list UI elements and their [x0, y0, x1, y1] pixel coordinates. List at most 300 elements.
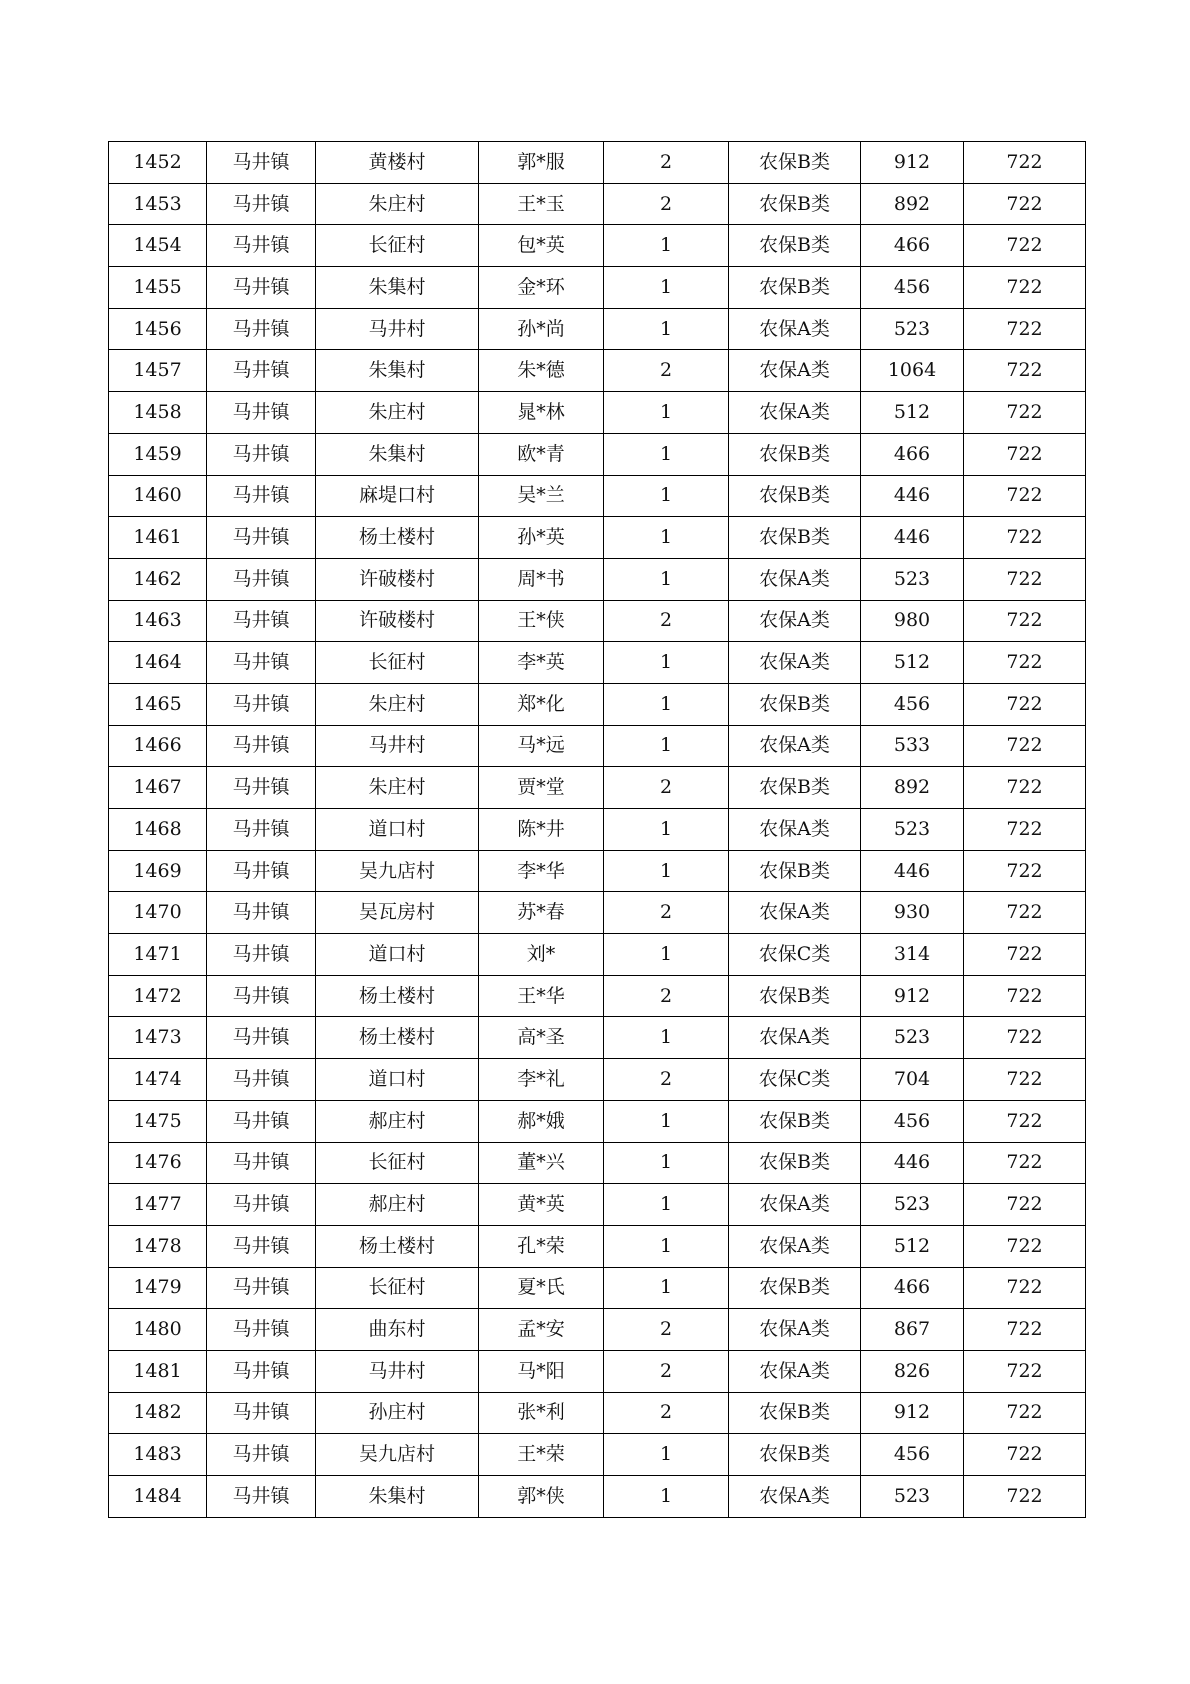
cell-amount: 980: [861, 600, 964, 642]
cell-town: 马井镇: [207, 558, 316, 600]
cell-amount: 523: [861, 1017, 964, 1059]
cell-name: 马*阳: [479, 1350, 604, 1392]
cell-amount: 523: [861, 809, 964, 851]
cell-standard: 722: [964, 183, 1086, 225]
cell-standard: 722: [964, 433, 1086, 475]
cell-village: 许破楼村: [316, 600, 479, 642]
cell-name: 董*兴: [479, 1142, 604, 1184]
cell-town: 马井镇: [207, 225, 316, 267]
cell-household-size: 1: [604, 308, 729, 350]
cell-serial-number: 1484: [109, 1476, 207, 1518]
table-row: [109, 1142, 1086, 1184]
cell-village: 马井村: [316, 308, 479, 350]
cell-amount: 704: [861, 1059, 964, 1101]
cell-household-size: 1: [604, 558, 729, 600]
cell-category: 农保A类: [729, 1225, 861, 1267]
cell-category: 农保B类: [729, 142, 861, 184]
cell-village: 朱集村: [316, 350, 479, 392]
cell-amount: 446: [861, 1142, 964, 1184]
cell-serial-number: 1453: [109, 183, 207, 225]
cell-village: 孙庄村: [316, 1392, 479, 1434]
cell-category: 农保B类: [729, 1267, 861, 1309]
cell-amount: 523: [861, 308, 964, 350]
cell-standard: 722: [964, 809, 1086, 851]
cell-village: 杨土楼村: [316, 1017, 479, 1059]
table-row: [109, 934, 1086, 976]
cell-category: 农保A类: [729, 892, 861, 934]
cell-name: 郑*化: [479, 683, 604, 725]
cell-category: 农保C类: [729, 1059, 861, 1101]
cell-name: 孙*尚: [479, 308, 604, 350]
cell-household-size: 1: [604, 225, 729, 267]
cell-household-size: 2: [604, 142, 729, 184]
cell-town: 马井镇: [207, 392, 316, 434]
cell-village: 长征村: [316, 225, 479, 267]
cell-standard: 722: [964, 1100, 1086, 1142]
cell-amount: 892: [861, 767, 964, 809]
table-row: [109, 225, 1086, 267]
cell-amount: 466: [861, 433, 964, 475]
cell-standard: 722: [964, 1392, 1086, 1434]
cell-village: 马井村: [316, 1350, 479, 1392]
table-row: [109, 1059, 1086, 1101]
cell-serial-number: 1474: [109, 1059, 207, 1101]
cell-category: 农保A类: [729, 1350, 861, 1392]
table-row: [109, 767, 1086, 809]
cell-household-size: 1: [604, 809, 729, 851]
cell-village: 朱庄村: [316, 392, 479, 434]
cell-village: 朱集村: [316, 267, 479, 309]
cell-amount: 892: [861, 183, 964, 225]
table-body: [109, 142, 1086, 1518]
cell-category: 农保B类: [729, 433, 861, 475]
cell-household-size: 2: [604, 183, 729, 225]
cell-serial-number: 1456: [109, 308, 207, 350]
cell-town: 马井镇: [207, 975, 316, 1017]
cell-serial-number: 1481: [109, 1350, 207, 1392]
cell-category: 农保B类: [729, 267, 861, 309]
cell-category: 农保A类: [729, 308, 861, 350]
cell-household-size: 1: [604, 1184, 729, 1226]
cell-category: 农保B类: [729, 1392, 861, 1434]
cell-village: 道口村: [316, 934, 479, 976]
cell-serial-number: 1480: [109, 1309, 207, 1351]
cell-category: 农保C类: [729, 934, 861, 976]
cell-name: 孟*安: [479, 1309, 604, 1351]
cell-household-size: 1: [604, 392, 729, 434]
cell-standard: 722: [964, 1059, 1086, 1101]
cell-category: 农保A类: [729, 1017, 861, 1059]
cell-serial-number: 1464: [109, 642, 207, 684]
table-row: [109, 683, 1086, 725]
cell-category: 农保B类: [729, 683, 861, 725]
cell-category: 农保B类: [729, 517, 861, 559]
cell-standard: 722: [964, 725, 1086, 767]
table-row: [109, 600, 1086, 642]
data-table: [108, 141, 1086, 1518]
cell-household-size: 1: [604, 1142, 729, 1184]
cell-serial-number: 1470: [109, 892, 207, 934]
cell-amount: 466: [861, 1267, 964, 1309]
cell-amount: 533: [861, 725, 964, 767]
cell-name: 欧*青: [479, 433, 604, 475]
cell-village: 长征村: [316, 1267, 479, 1309]
cell-amount: 456: [861, 683, 964, 725]
cell-village: 杨土楼村: [316, 975, 479, 1017]
table-row: [109, 558, 1086, 600]
cell-name: 郭*侠: [479, 1476, 604, 1518]
table-row: [109, 1017, 1086, 1059]
cell-village: 麻堤口村: [316, 475, 479, 517]
cell-serial-number: 1482: [109, 1392, 207, 1434]
cell-standard: 722: [964, 1225, 1086, 1267]
cell-category: 农保A类: [729, 350, 861, 392]
cell-standard: 722: [964, 1142, 1086, 1184]
cell-serial-number: 1478: [109, 1225, 207, 1267]
cell-town: 马井镇: [207, 350, 316, 392]
cell-serial-number: 1462: [109, 558, 207, 600]
cell-village: 朱集村: [316, 433, 479, 475]
cell-category: 农保A类: [729, 1476, 861, 1518]
table-row: [109, 433, 1086, 475]
cell-category: 农保A类: [729, 809, 861, 851]
cell-category: 农保B类: [729, 975, 861, 1017]
cell-amount: 456: [861, 1100, 964, 1142]
cell-town: 马井镇: [207, 642, 316, 684]
cell-household-size: 1: [604, 1225, 729, 1267]
cell-name: 王*玉: [479, 183, 604, 225]
table-row: [109, 1392, 1086, 1434]
cell-village: 道口村: [316, 809, 479, 851]
cell-serial-number: 1471: [109, 934, 207, 976]
cell-amount: 446: [861, 475, 964, 517]
cell-serial-number: 1468: [109, 809, 207, 851]
cell-standard: 722: [964, 975, 1086, 1017]
cell-household-size: 1: [604, 1017, 729, 1059]
cell-amount: 523: [861, 1476, 964, 1518]
cell-household-size: 2: [604, 975, 729, 1017]
table-row: [109, 308, 1086, 350]
cell-amount: 930: [861, 892, 964, 934]
cell-standard: 722: [964, 1184, 1086, 1226]
cell-household-size: 1: [604, 850, 729, 892]
cell-amount: 523: [861, 1184, 964, 1226]
cell-serial-number: 1469: [109, 850, 207, 892]
cell-town: 马井镇: [207, 600, 316, 642]
cell-village: 道口村: [316, 1059, 479, 1101]
cell-village: 郝庄村: [316, 1100, 479, 1142]
cell-name: 李*华: [479, 850, 604, 892]
cell-standard: 722: [964, 642, 1086, 684]
cell-village: 朱庄村: [316, 767, 479, 809]
cell-village: 郝庄村: [316, 1184, 479, 1226]
cell-village: 朱集村: [316, 1476, 479, 1518]
table-row: [109, 1267, 1086, 1309]
cell-standard: 722: [964, 1267, 1086, 1309]
cell-village: 马井村: [316, 725, 479, 767]
cell-town: 马井镇: [207, 1100, 316, 1142]
cell-name: 吴*兰: [479, 475, 604, 517]
cell-standard: 722: [964, 350, 1086, 392]
cell-standard: 722: [964, 850, 1086, 892]
cell-category: 农保A类: [729, 600, 861, 642]
cell-town: 马井镇: [207, 267, 316, 309]
cell-household-size: 1: [604, 642, 729, 684]
cell-serial-number: 1454: [109, 225, 207, 267]
table-row: [109, 475, 1086, 517]
cell-amount: 912: [861, 1392, 964, 1434]
table-row: [109, 392, 1086, 434]
cell-household-size: 2: [604, 600, 729, 642]
cell-village: 朱庄村: [316, 683, 479, 725]
cell-standard: 722: [964, 934, 1086, 976]
cell-village: 吴瓦房村: [316, 892, 479, 934]
cell-town: 马井镇: [207, 1059, 316, 1101]
cell-name: 孙*英: [479, 517, 604, 559]
cell-town: 马井镇: [207, 1225, 316, 1267]
cell-household-size: 1: [604, 725, 729, 767]
cell-standard: 722: [964, 308, 1086, 350]
cell-household-size: 1: [604, 934, 729, 976]
cell-name: 周*书: [479, 558, 604, 600]
cell-standard: 722: [964, 1017, 1086, 1059]
table-row: [109, 517, 1086, 559]
cell-town: 马井镇: [207, 767, 316, 809]
cell-standard: 722: [964, 558, 1086, 600]
cell-amount: 512: [861, 392, 964, 434]
table-row: [109, 892, 1086, 934]
data-table-container: [108, 141, 1086, 1518]
cell-town: 马井镇: [207, 1309, 316, 1351]
cell-village: 杨土楼村: [316, 517, 479, 559]
cell-serial-number: 1459: [109, 433, 207, 475]
cell-standard: 722: [964, 767, 1086, 809]
cell-standard: 722: [964, 892, 1086, 934]
cell-household-size: 2: [604, 350, 729, 392]
cell-village: 长征村: [316, 642, 479, 684]
cell-household-size: 2: [604, 767, 729, 809]
cell-serial-number: 1467: [109, 767, 207, 809]
table-row: [109, 183, 1086, 225]
cell-household-size: 2: [604, 1350, 729, 1392]
table-row: [109, 725, 1086, 767]
cell-name: 王*荣: [479, 1434, 604, 1476]
cell-name: 孔*荣: [479, 1225, 604, 1267]
cell-name: 李*礼: [479, 1059, 604, 1101]
cell-name: 李*英: [479, 642, 604, 684]
cell-town: 马井镇: [207, 850, 316, 892]
table-row: [109, 1225, 1086, 1267]
cell-serial-number: 1479: [109, 1267, 207, 1309]
cell-town: 马井镇: [207, 308, 316, 350]
cell-serial-number: 1461: [109, 517, 207, 559]
cell-category: 农保A类: [729, 558, 861, 600]
cell-village: 黄楼村: [316, 142, 479, 184]
cell-category: 农保B类: [729, 850, 861, 892]
cell-serial-number: 1457: [109, 350, 207, 392]
cell-serial-number: 1455: [109, 267, 207, 309]
cell-name: 高*圣: [479, 1017, 604, 1059]
cell-category: 农保B类: [729, 475, 861, 517]
cell-standard: 722: [964, 142, 1086, 184]
cell-amount: 456: [861, 267, 964, 309]
cell-category: 农保A类: [729, 725, 861, 767]
cell-town: 马井镇: [207, 892, 316, 934]
cell-town: 马井镇: [207, 809, 316, 851]
cell-name: 郭*服: [479, 142, 604, 184]
cell-serial-number: 1483: [109, 1434, 207, 1476]
cell-town: 马井镇: [207, 683, 316, 725]
cell-name: 马*远: [479, 725, 604, 767]
cell-household-size: 1: [604, 1476, 729, 1518]
table-row: [109, 1100, 1086, 1142]
cell-amount: 512: [861, 642, 964, 684]
cell-name: 晁*林: [479, 392, 604, 434]
table-row: [109, 1309, 1086, 1351]
cell-amount: 912: [861, 975, 964, 1017]
cell-village: 曲东村: [316, 1309, 479, 1351]
cell-village: 长征村: [316, 1142, 479, 1184]
cell-category: 农保B类: [729, 767, 861, 809]
cell-amount: 826: [861, 1350, 964, 1392]
cell-serial-number: 1452: [109, 142, 207, 184]
cell-town: 马井镇: [207, 725, 316, 767]
table-row: [109, 1476, 1086, 1518]
cell-household-size: 1: [604, 475, 729, 517]
cell-name: 苏*春: [479, 892, 604, 934]
cell-category: 农保B类: [729, 1142, 861, 1184]
cell-name: 夏*氏: [479, 1267, 604, 1309]
cell-serial-number: 1465: [109, 683, 207, 725]
cell-category: 农保B类: [729, 1100, 861, 1142]
cell-serial-number: 1475: [109, 1100, 207, 1142]
cell-amount: 446: [861, 517, 964, 559]
cell-name: 王*华: [479, 975, 604, 1017]
cell-household-size: 2: [604, 892, 729, 934]
table-row: [109, 142, 1086, 184]
table-row: [109, 809, 1086, 851]
table-row: [109, 350, 1086, 392]
cell-category: 农保A类: [729, 392, 861, 434]
cell-village: 许破楼村: [316, 558, 479, 600]
cell-standard: 722: [964, 392, 1086, 434]
cell-serial-number: 1463: [109, 600, 207, 642]
cell-village: 吴九店村: [316, 1434, 479, 1476]
cell-amount: 512: [861, 1225, 964, 1267]
table-row: [109, 1184, 1086, 1226]
cell-standard: 722: [964, 600, 1086, 642]
cell-category: 农保B类: [729, 183, 861, 225]
cell-household-size: 1: [604, 1100, 729, 1142]
cell-serial-number: 1473: [109, 1017, 207, 1059]
cell-category: 农保A类: [729, 642, 861, 684]
cell-town: 马井镇: [207, 1184, 316, 1226]
cell-town: 马井镇: [207, 142, 316, 184]
cell-standard: 722: [964, 475, 1086, 517]
cell-standard: 722: [964, 1434, 1086, 1476]
cell-town: 马井镇: [207, 1476, 316, 1518]
cell-town: 马井镇: [207, 1350, 316, 1392]
cell-town: 马井镇: [207, 475, 316, 517]
cell-name: 张*利: [479, 1392, 604, 1434]
cell-amount: 912: [861, 142, 964, 184]
cell-household-size: 1: [604, 433, 729, 475]
cell-standard: 722: [964, 1476, 1086, 1518]
cell-town: 马井镇: [207, 433, 316, 475]
cell-serial-number: 1477: [109, 1184, 207, 1226]
table-row: [109, 975, 1086, 1017]
cell-town: 马井镇: [207, 183, 316, 225]
cell-household-size: 1: [604, 1434, 729, 1476]
cell-town: 马井镇: [207, 934, 316, 976]
cell-household-size: 1: [604, 1267, 729, 1309]
cell-serial-number: 1460: [109, 475, 207, 517]
table-row: [109, 267, 1086, 309]
cell-category: 农保A类: [729, 1309, 861, 1351]
cell-town: 马井镇: [207, 1267, 316, 1309]
cell-name: 包*英: [479, 225, 604, 267]
table-row: [109, 850, 1086, 892]
cell-household-size: 1: [604, 267, 729, 309]
cell-amount: 466: [861, 225, 964, 267]
cell-name: 朱*德: [479, 350, 604, 392]
cell-category: 农保A类: [729, 1184, 861, 1226]
cell-household-size: 1: [604, 517, 729, 559]
cell-name: 郝*娥: [479, 1100, 604, 1142]
cell-name: 王*侠: [479, 600, 604, 642]
cell-household-size: 2: [604, 1392, 729, 1434]
cell-village: 吴九店村: [316, 850, 479, 892]
cell-amount: 523: [861, 558, 964, 600]
cell-town: 马井镇: [207, 1142, 316, 1184]
table-row: [109, 1350, 1086, 1392]
cell-name: 贾*堂: [479, 767, 604, 809]
cell-name: 黄*英: [479, 1184, 604, 1226]
cell-amount: 456: [861, 1434, 964, 1476]
cell-town: 马井镇: [207, 517, 316, 559]
cell-category: 农保B类: [729, 225, 861, 267]
cell-household-size: 1: [604, 683, 729, 725]
cell-standard: 722: [964, 267, 1086, 309]
cell-serial-number: 1476: [109, 1142, 207, 1184]
cell-village: 朱庄村: [316, 183, 479, 225]
cell-household-size: 2: [604, 1059, 729, 1101]
cell-standard: 722: [964, 517, 1086, 559]
cell-serial-number: 1472: [109, 975, 207, 1017]
cell-amount: 1064: [861, 350, 964, 392]
table-row: [109, 642, 1086, 684]
cell-serial-number: 1458: [109, 392, 207, 434]
cell-household-size: 2: [604, 1309, 729, 1351]
cell-amount: 314: [861, 934, 964, 976]
cell-name: 陈*井: [479, 809, 604, 851]
cell-town: 马井镇: [207, 1392, 316, 1434]
cell-standard: 722: [964, 683, 1086, 725]
cell-name: 金*环: [479, 267, 604, 309]
cell-village: 杨土楼村: [316, 1225, 479, 1267]
cell-category: 农保B类: [729, 1434, 861, 1476]
cell-town: 马井镇: [207, 1017, 316, 1059]
cell-amount: 446: [861, 850, 964, 892]
cell-name: 刘*: [479, 934, 604, 976]
cell-standard: 722: [964, 225, 1086, 267]
cell-amount: 867: [861, 1309, 964, 1351]
table-row: [109, 1434, 1086, 1476]
cell-standard: 722: [964, 1350, 1086, 1392]
cell-standard: 722: [964, 1309, 1086, 1351]
cell-serial-number: 1466: [109, 725, 207, 767]
cell-town: 马井镇: [207, 1434, 316, 1476]
